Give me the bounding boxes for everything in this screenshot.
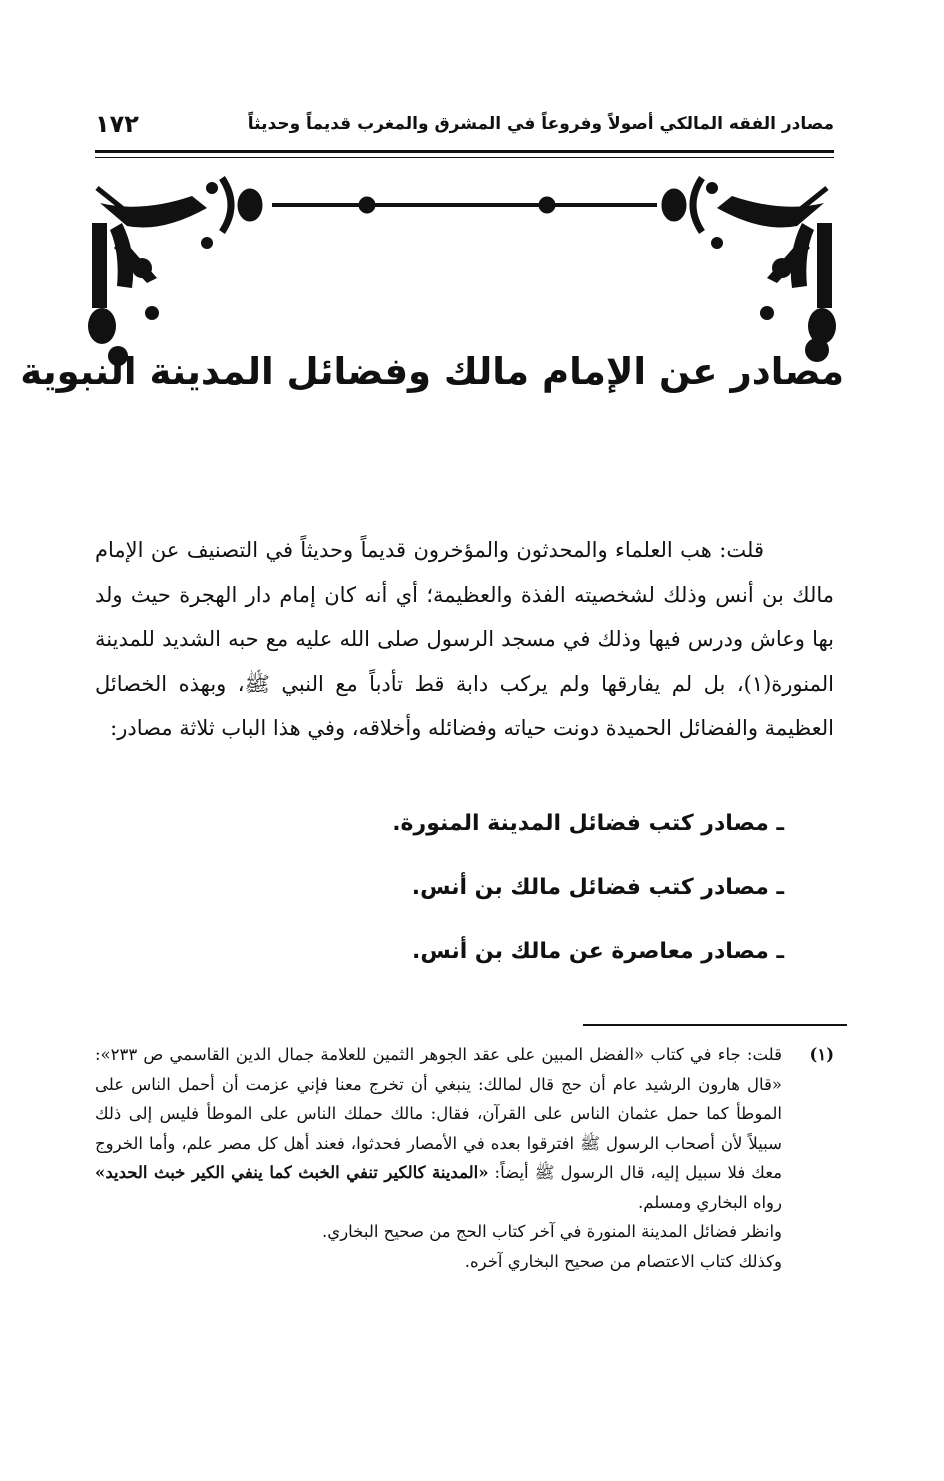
page-header <box>95 110 834 150</box>
source-item-1: ـ مصادر كتب فضائل المدينة المنورة. <box>392 811 784 836</box>
footnote-body <box>95 1040 782 1276</box>
footnote-line-3: وكذلك كتاب الاعتصام من صحيح البخاري آخره. <box>464 1251 782 1271</box>
footnote-number: (١) <box>809 1045 834 1064</box>
sources-list <box>95 800 784 992</box>
source-item-2: ـ مصادر كتب فضائل مالك بن أنس. <box>411 875 784 900</box>
footnote <box>95 1040 834 1276</box>
chapter-ornament <box>82 168 842 368</box>
footnote-text-2: رواه البخاري ومسلم. <box>637 1192 782 1212</box>
main-paragraph <box>95 528 834 751</box>
chapter-title: مصادر عن الإمام مالك وفضائل المدينة النبوية <box>20 350 844 393</box>
footnote-paragraph <box>95 1040 782 1217</box>
footnote-hadith: «المدينة كالكير تنفي الخبث كما ينفي الكير خبث الحديد» <box>95 1163 489 1182</box>
source-item-3: ـ مصادر معاصرة عن مالك بن أنس. <box>412 939 784 964</box>
page-number: ١٧٢ <box>95 110 139 138</box>
paragraph-text: قلت: هب العلماء والمحدثون والمؤخرون قديماً وحديثاً في التصنيف عن الإمام مالك بن أنس وذلك لشخصيته الفذة والعظيمة؛ أي أنه كان إمام دار الهجرة حيث ولد بها وعاش ودرس فيها وذلك في مسجد الرسول صلى الله عليه مع حبه الشديد للمدينة المنورة(١)، بل لم يفارقها ولم يركب دابة قط تأدباً مع النبي ﷺ، وبهذه الخصائل العظيمة والفضائل الحميدة دونت حياته وفضائله وأخلاقه، وفي هذا الباب ثلاثة مصادر: <box>95 538 834 740</box>
footnote-rule <box>583 1024 847 1026</box>
header-rule <box>95 150 834 158</box>
footnote-text-1: قلت: جاء في كتاب «الفضل المبين على عقد الجوهر الثمين للعلامة جمال الدين القاسمي ص ٢٣٣»: «قال هارون الرشيد عام أن حج قال لمالك: ينبغي أن تخرج معنا فإني عزمت أن أحمل الناس على الموطأ كما حمل عثمان الناس على القرآن، فقال: مالك حملك الناس على الموطأ فليس إلى ذلك سبيلاً لأن أصحاب الرسول ﷺ افترقوا بعده في الأمصار فحدثوا، فعند أهل كل مصر علم، وأما الخروج معك فلا سبيل إليه، قال الرسول ﷺ أيضاً: <box>95 1045 782 1182</box>
footnote-line-2: وانظر فضائل المدينة المنورة في آخر كتاب الحج من صحيح البخاري. <box>322 1222 782 1241</box>
running-title: مصادر الفقه المالكي أصولاً وفروعاً في المشرق والمغرب قديماً وحديثاً <box>247 114 834 134</box>
